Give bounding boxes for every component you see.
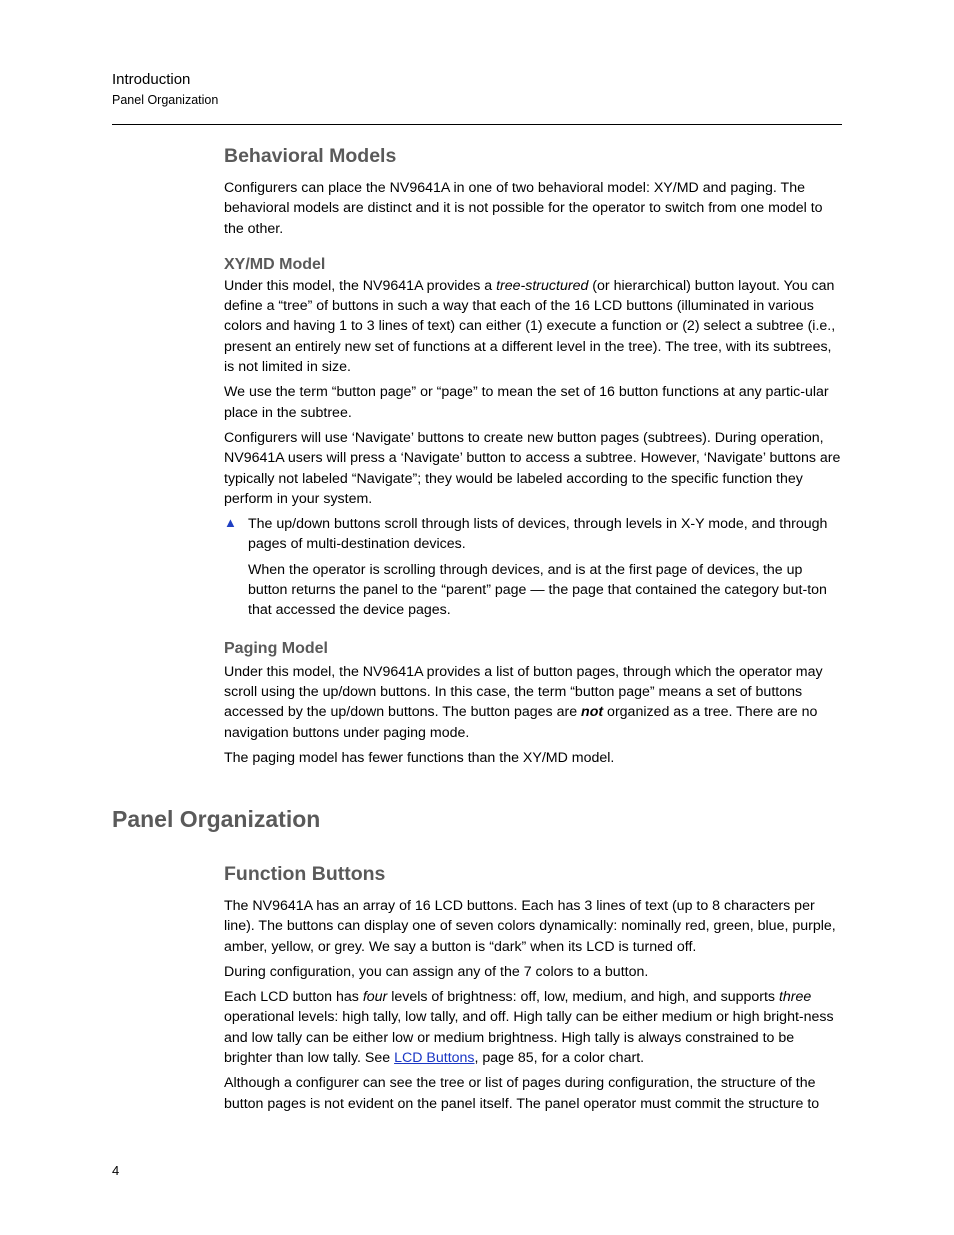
text-run: Under this model, the NV9641A provides a list of button pages, through which the operator may scroll using the up/down buttons. In this case, the term “button page” means a set of buttons accessed by the up/down buttons. The button pages are — [224, 663, 823, 721]
text-run: , page 85, for a color chart. — [474, 1050, 645, 1067]
function-buttons-heading: Function Buttons — [224, 863, 386, 885]
paging-paragraph-1 — [224, 662, 842, 743]
behavioral-models-heading: Behavioral Models — [224, 145, 397, 167]
text-run: operational levels: high tally, low tally, and off. High tally can be either medium or high bright-ness and low tally can be either low or medium brightness. High tally is always constrained to be brighter than low tally. See — [224, 1009, 834, 1067]
running-header — [112, 70, 218, 109]
text-run: (or hierarchical) button layout. You can define a “tree” of buttons in such a way that each of the 16 LCD buttons (illuminated in various colors and having 1 to 3 lines of text) can either (1) execute a function or (2) select a subtree (i.e., present an entirely new set of functions at a different level in the tree). The tree, with its subtrees, is not limited in size. — [224, 277, 836, 376]
behavioral-models-section — [224, 142, 842, 773]
emphasis: three — [778, 989, 812, 1006]
xymd-paragraph-3: Configurers will use ‘Navigate’ buttons to create new button pages (subtrees). During operation, NV9641A users will press a ‘Navigate’ button to access a subtree. However, ‘Navigate’ buttons are typically not labeled “Navigate”; they would be labeled according to the specific function they perform in your system. — [224, 429, 841, 507]
page-number: 4 — [112, 1163, 120, 1178]
paging-paragraph-2: The paging model has fewer functions than the XY/MD model. — [224, 749, 615, 766]
panel-organization-heading: Panel Organization — [112, 806, 321, 832]
section-title: Panel Organization — [112, 93, 219, 107]
text-run: organized as a tree. There are no navigation buttons under paging mode. — [224, 704, 818, 741]
emphasis: tree-structured — [496, 277, 589, 294]
behavioral-intro: Configurers can place the NV9641A in one of two behavioral model: XY/MD and paging. The behavioral models are distinct and it is not possible for the operator to switch from one model to the other. — [224, 180, 823, 237]
text-run: levels of brightness: off, low, medium, and high, and supports — [387, 989, 779, 1006]
function-paragraph-2: During configuration, you can assign any of the 7 colors to a button. — [224, 963, 649, 980]
lcd-buttons-link[interactable]: LCD Buttons — [394, 1050, 475, 1067]
text-run: Under this model, the NV9641A provides a — [224, 277, 497, 294]
triangle-note-icon: ▲ — [224, 515, 237, 531]
function-paragraph-4: Although a configurer can see the tree or list of pages during configuration, the structure of the button pages is not evident on the panel itself. The panel operator must commit the structure to — [224, 1075, 820, 1112]
text-run: Each LCD button has — [224, 989, 363, 1006]
function-paragraph-1: The NV9641A has an array of 16 LCD buttons. Each has 3 lines of text (up to 8 characters per line). The buttons can display one of seven colors dynamically: nominally red, green, blue, purple, amber, yellow, or grey. We say a button is “dark” when its LCD is turned off. — [224, 898, 836, 955]
paging-heading: Paging Model — [224, 639, 328, 657]
xymd-paragraph-1 — [224, 276, 842, 377]
header-rule — [112, 124, 842, 125]
note-paragraph-1: The up/down buttons scroll through lists of devices, through levels in X-Y mode, and through pages of multi-destination devices. — [248, 516, 828, 553]
panel-organization-wrapper — [112, 803, 320, 835]
xymd-heading: XY/MD Model — [224, 255, 326, 273]
note-block — [224, 514, 842, 620]
function-paragraph-3 — [224, 987, 842, 1068]
emphasis: four — [362, 989, 388, 1006]
strong-emphasis: not — [581, 704, 604, 721]
note-paragraph-2: When the operator is scrolling through devices, and is at the first page of devices, the up button returns the panel to the “parent” page — the page that contained the category but-ton that accessed the device pages. — [248, 561, 827, 619]
function-buttons-section — [224, 860, 842, 1119]
chapter-title: Introduction — [112, 71, 191, 88]
xymd-paragraph-2: We use the term “button page” or “page” to mean the set of 16 button functions at any partic-ular place in the subtree. — [224, 384, 829, 421]
